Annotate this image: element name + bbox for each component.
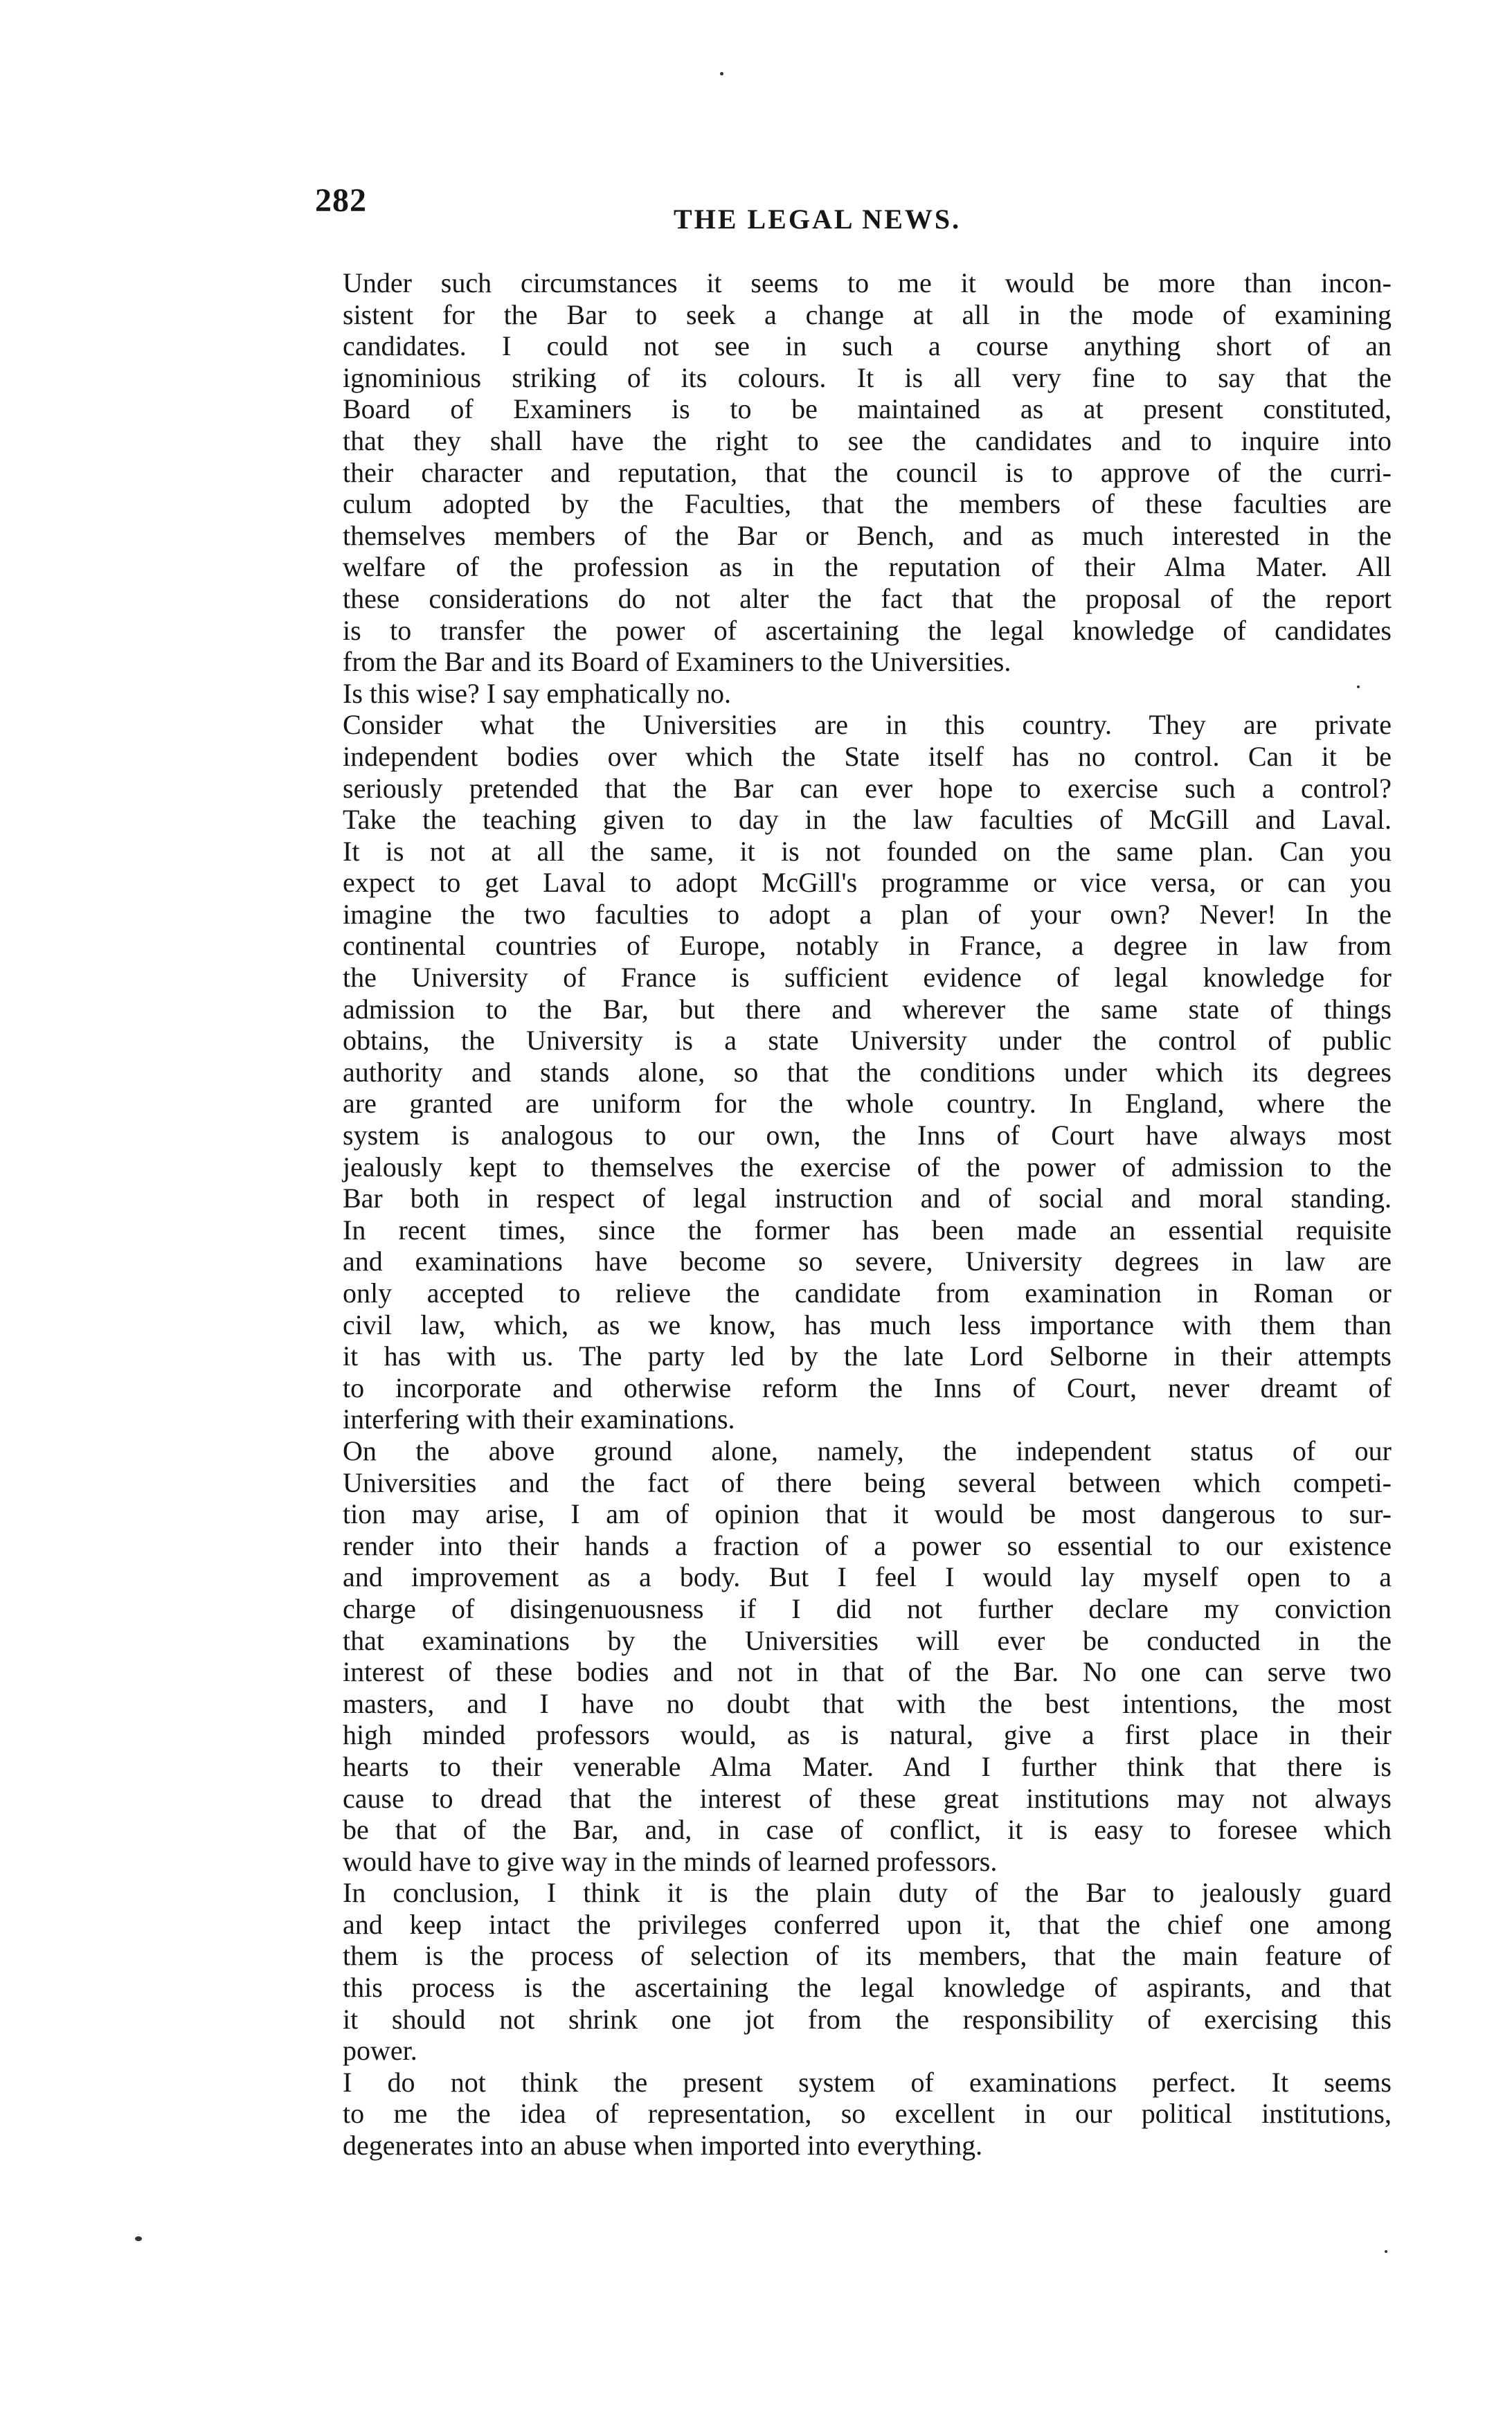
page-number: 282 — [315, 182, 367, 219]
text-line: the University of France is sufficient evidence of legal knowledge for — [343, 962, 1392, 994]
text-line: to me the idea of representation, so excellent in our political institutions, — [343, 2098, 1392, 2130]
text-line: system is analogous to our own, the Inns of Court have always most — [343, 1120, 1392, 1151]
text-line: degenerates into an abuse when imported into everything. — [343, 2130, 983, 2162]
ink-speck — [1357, 685, 1360, 688]
text-line: cause to dread that the interest of these great institutions may not always — [343, 1782, 1392, 1814]
text-line: seriously pretended that the Bar can ever hope to exercise such a control? — [343, 772, 1392, 804]
text-line: are granted are uniform for the whole country. In England, where the — [343, 1088, 1392, 1120]
text-line: it has with us. The party led by the late Lord Selborne in their attempts — [343, 1340, 1392, 1372]
text-line: would have to give way in the minds of learned professors. — [343, 1845, 998, 1877]
text-line: In conclusion, I think it is the plain duty of the Bar to jealously guard — [343, 1877, 1392, 1909]
text-line: their character and reputation, that the council is to approve of the curri- — [343, 456, 1392, 488]
text-line: hearts to their venerable Alma Mater. And I further think that there is — [343, 1750, 1392, 1782]
text-line: be that of the Bar, and, in case of conflict, it is easy to foresee which — [343, 1814, 1392, 1846]
text-line: Board of Examiners is to be maintained as at present constituted, — [343, 393, 1392, 425]
text-line: expect to get Laval to adopt McGill's programme or vice versa, or can you — [343, 867, 1392, 899]
text-line: It is not at all the same, it is not founded on the same plan. Can you — [343, 835, 1392, 867]
body-text — [312, 267, 1392, 2162]
paragraph — [312, 709, 1392, 1435]
text-line: and keep intact the privileges conferred upon it, that the chief one among — [343, 1908, 1392, 1940]
paragraph — [312, 678, 1392, 710]
text-line: Is this wise? I say emphatically no. — [343, 677, 731, 709]
text-line: obtains, the University is a state University under the control of public — [343, 1025, 1392, 1057]
text-line: In recent times, since the former has been made an essential requisite — [343, 1214, 1392, 1246]
text-line: candidates. I could not see in such a course anything short of an — [343, 330, 1392, 362]
paragraph — [312, 1877, 1392, 2067]
text-line: welfare of the profession as in the reputation of their Alma Mater. All — [343, 551, 1392, 583]
text-line: authority and stands alone, so that the conditions under which its degrees — [343, 1056, 1392, 1088]
text-line: ignominious striking of its colours. It is all very fine to say that the — [343, 361, 1392, 393]
text-line: and examinations have become so severe, University degrees in law are — [343, 1246, 1392, 1277]
text-line: Consider what the Universities are in this country. They are private — [343, 709, 1392, 741]
running-head: THE LEGAL NEWS. — [674, 204, 962, 235]
text-line: Take the teaching given to day in the law faculties of McGill and Laval. — [343, 804, 1392, 836]
text-line: that they shall have the right to see the candidates and to inquire into — [343, 424, 1392, 456]
text-line: interfering with their examinations. — [343, 1403, 735, 1435]
paragraph — [312, 267, 1392, 678]
text-line: masters, and I have no doubt that with the best intentions, the most — [343, 1687, 1392, 1719]
text-line: power. — [343, 2035, 417, 2067]
text-line: admission to the Bar, but there and wherever the same state of things — [343, 993, 1392, 1025]
text-line: it should not shrink one jot from the responsibility of exercising this — [343, 2003, 1392, 2035]
text-line: I do not think the present system of examinations perfect. It seems — [343, 2066, 1392, 2098]
text-line: these considerations do not alter the fact that the proposal of the report — [343, 582, 1392, 614]
text-line: and improvement as a body. But I feel I would lay myself open to a — [343, 1561, 1392, 1593]
ink-speck — [1385, 2250, 1387, 2253]
text-line: tion may arise, I am of opinion that it would be most dangerous to sur- — [343, 1498, 1392, 1530]
text-line: Universities and the fact of there being several between which competi- — [343, 1466, 1392, 1498]
ink-speck — [135, 2236, 142, 2241]
text-line: to incorporate and otherwise reform the Inns of Court, never dreamt of — [343, 1372, 1392, 1403]
paragraph — [312, 2067, 1392, 2162]
text-line: Under such circumstances it seems to me it would be more than incon- — [343, 267, 1392, 298]
text-line: interest of these bodies and not in that of the Bar. No one can serve two — [343, 1656, 1392, 1688]
text-line: imagine the two faculties to adopt a plan of your own? Never! In the — [343, 898, 1392, 930]
paragraph — [312, 1435, 1392, 1877]
text-line: from the Bar and its Board of Examiners to the Universities. — [343, 646, 1011, 678]
text-line: Bar both in respect of legal instruction and of social and moral standing. — [343, 1183, 1392, 1214]
text-line: civil law, which, as we know, has much less importance with them than — [343, 1309, 1392, 1340]
text-line: this process is the ascertaining the legal knowledge of aspirants, and that — [343, 1972, 1392, 2004]
text-line: them is the process of selection of its members, that the main feature of — [343, 1940, 1392, 1972]
text-line: only accepted to relieve the candidate from examination in Roman or — [343, 1277, 1392, 1309]
text-line: On the above ground alone, namely, the independent status of our — [343, 1435, 1392, 1466]
text-line: jealously kept to themselves the exercise of the power of admission to the — [343, 1151, 1392, 1183]
text-line: sistent for the Bar to seek a change at all in the mode of examining — [343, 298, 1392, 330]
text-line: high minded professors would, as is natural, give a first place in their — [343, 1719, 1392, 1751]
ink-speck — [720, 72, 723, 75]
text-line: themselves members of the Bar or Bench, and as much interested in the — [343, 519, 1392, 551]
text-line: that examinations by the Universities will ever be conducted in the — [343, 1624, 1392, 1656]
text-line: culum adopted by the Faculties, that the members of these faculties are — [343, 488, 1392, 520]
text-line: is to transfer the power of ascertaining the legal knowledge of candidates — [343, 614, 1392, 646]
text-line: render into their hands a fraction of a power so essential to our existence — [343, 1529, 1392, 1561]
text-line: continental countries of Europe, notably in France, a degree in law from — [343, 930, 1392, 962]
text-line: independent bodies over which the State itself has no control. Can it be — [343, 740, 1392, 772]
text-line: charge of disingenuousness if I did not further declare my conviction — [343, 1592, 1392, 1624]
